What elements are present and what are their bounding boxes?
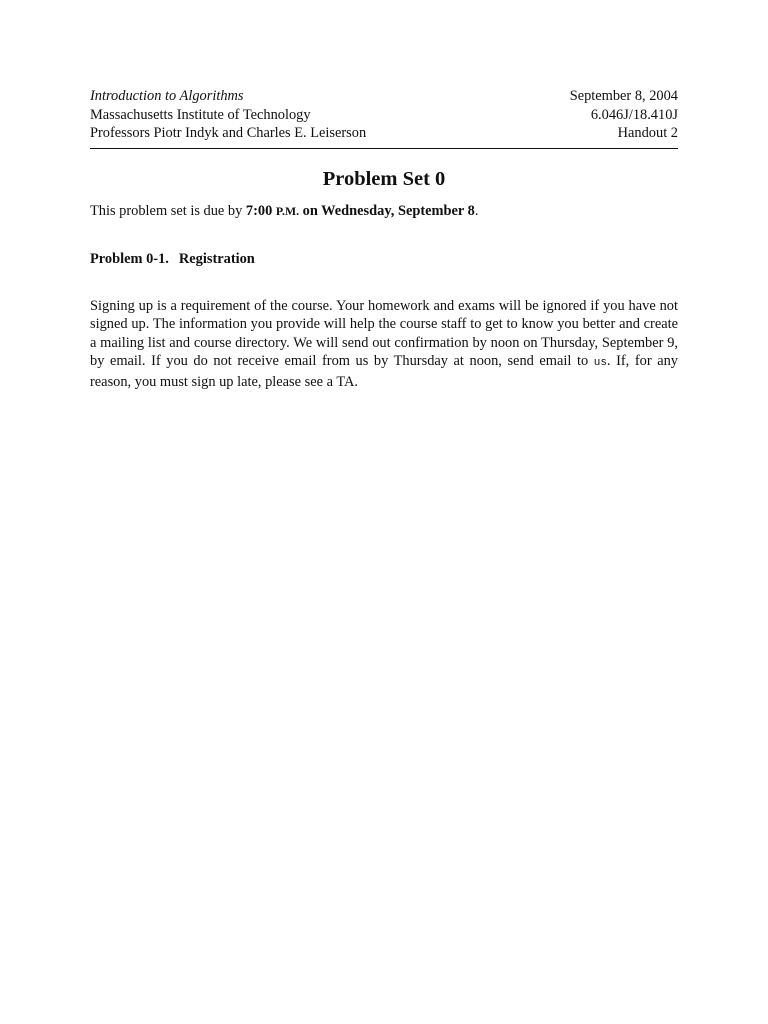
handout-number: Handout 2 — [617, 125, 678, 141]
document-page — [90, 87, 678, 391]
handout-date: September 8, 2004 — [569, 88, 678, 104]
problem-body-tail: . If, for any reason, you must sign up late, please see a TA. — [90, 353, 678, 390]
course-number: 6.046J/18.410J — [590, 106, 678, 123]
due-pm: P.M. — [275, 203, 300, 218]
course-title: Introduction to Algorithms — [90, 88, 244, 104]
page-title: Problem Set 0 — [322, 167, 446, 190]
problem-heading — [90, 250, 678, 268]
due-prefix: This problem set is due by — [90, 202, 246, 219]
professors: Professors Piotr Indyk and Charles E. Leiserson — [90, 125, 367, 141]
due-time: 7:00 — [245, 202, 273, 219]
institution: Massachusetts Institute of Technology — [90, 106, 311, 123]
problem-number: Problem 0-1. — [90, 250, 169, 267]
due-day: on Wednesday, September 8 — [299, 202, 475, 219]
header-right — [570, 87, 678, 143]
due-statement — [90, 202, 678, 220]
email-link[interactable]: us — [593, 357, 607, 369]
header-rule — [90, 148, 678, 149]
problem-body — [90, 297, 678, 392]
due-suffix: . — [474, 202, 479, 219]
problem-name: Registration — [178, 250, 255, 267]
header-left — [90, 87, 366, 143]
problem-body-main: Signing up is a requirement of the course. Your homework and exams will be ignored if you have not signed up. The information you provide will help the course staff to get to know you better and create a mailing list and course directory. We will send out confirmation by noon on Thursday, September 9, by email. If you do not receive email from us by Thursday at noon, send email to — [90, 297, 678, 369]
handout-header — [90, 87, 678, 143]
